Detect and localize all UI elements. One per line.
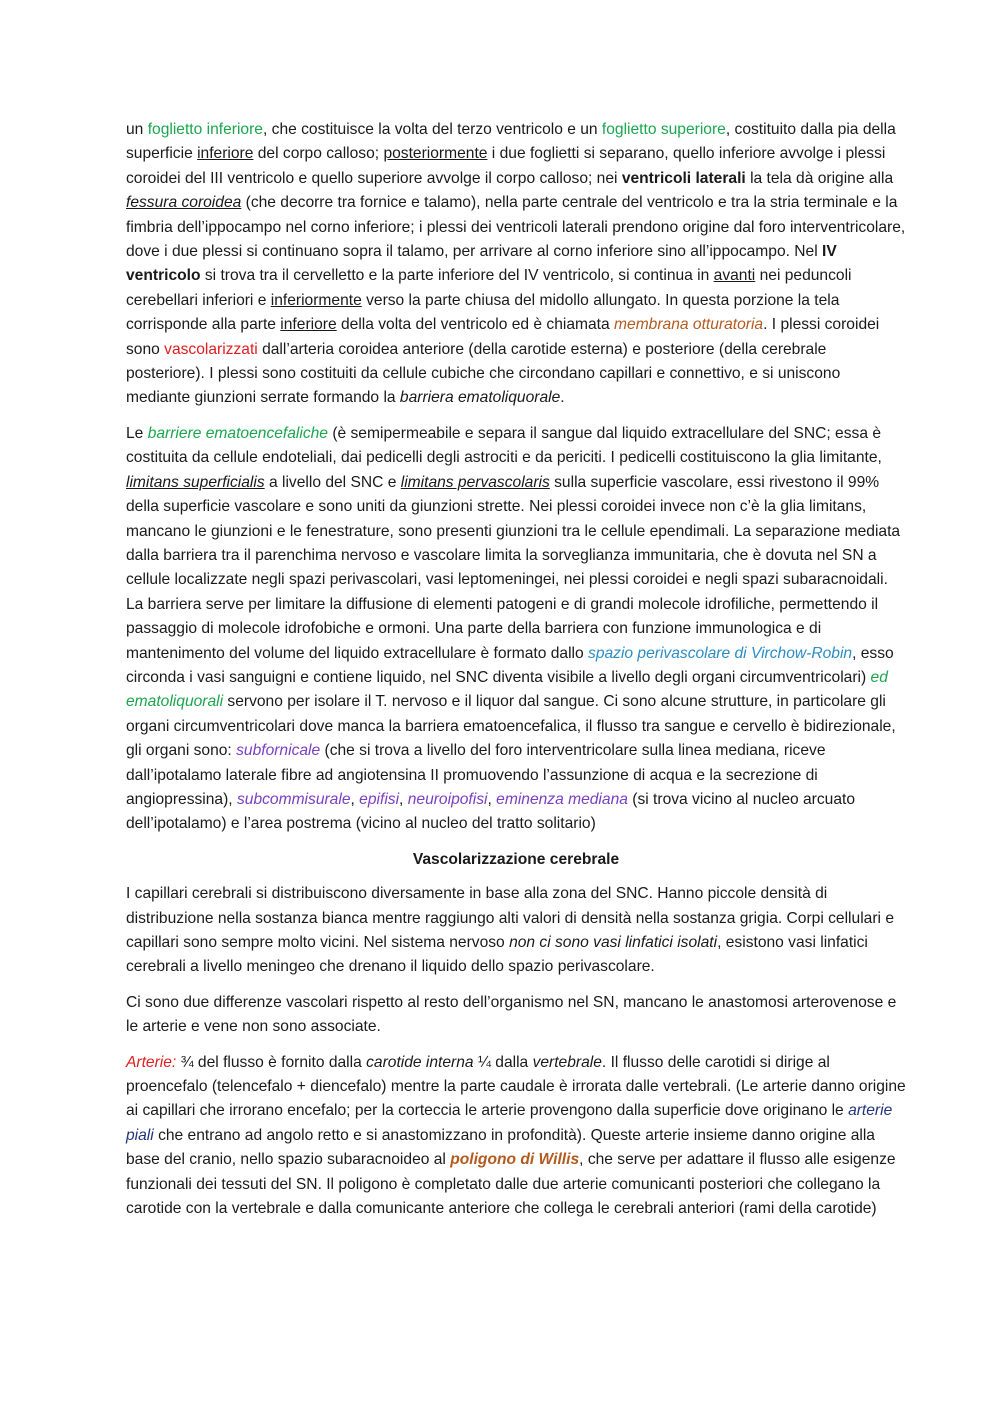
text: (è semipermeabile e separa il sangue dal liquido extracellulare del SNC; essa è costituita da cellule endoteliali, dai pedicelli degli astrociti e da periciti. I pedicelli costituiscono la glia limitante, <box>126 424 882 467</box>
highlight-term: membrana otturatoria <box>614 316 764 334</box>
text: del corpo calloso; <box>253 145 384 163</box>
text: (si trova vicino al nucleo arcuato dell’ipotalamo) e l’area postrema (vicino al nucleo del tratto solitario) <box>126 790 856 833</box>
underlined-term: inferiore <box>197 145 254 163</box>
section-heading: Vascolarizzazione cerebrale <box>412 850 620 868</box>
highlight-term: subfornicale <box>236 742 321 760</box>
underlined-term: inferiormente <box>270 291 362 309</box>
text: . I plessi coroidei sono <box>126 316 880 358</box>
text: dall’arteria coroidea anteriore (della carotide esterna) e posteriore (della cerebrale posteriore). I plessi sono costituiti da cellule cubiche che circondano capillari e connettivo, e si uniscono mediante giunzioni serrate formando la <box>126 340 841 407</box>
paragraph-barriere <box>126 422 906 837</box>
text: verso la parte chiusa del midollo allungato. In questa porzione la tela corrisponde alla parte <box>126 291 840 334</box>
document-page <box>126 118 906 1232</box>
bold-term: ventricoli laterali <box>621 169 746 187</box>
text: sulla superficie vascolare, essi rivestono il 99% della superficie vascolare e sono uniti da giunzioni strette. Nei plessi coroidei invece non c’è la glia limitans, mancano le giunzioni e le fenestrature, sono presenti giunzioni tra le cellule ependimali. La separazione mediata dalla barriera tra il parenchima nervoso e vascolare limita la sorveglianza immunitaria, che è dovuta nel SN a cellule localizzate negli spazi perivascolari, vasi leptomeningei, nei plessi coroidei e negli spazi subaracnoidali. La barriera serve per limitare la diffusione di elementi patogeni e di grandi molecole idrofiliche, permettendo il passaggio di molecole idrofobiche e ormoni. Una parte della barriera con funzione immunologica e di mantenimento del volume del liquido extracellulare è formato dallo <box>126 473 901 662</box>
text: un <box>126 121 148 138</box>
text: Ci sono due differenze vascolari rispetto al resto dell’organismo nel SN, mancano le anastomosi arterovenose e le arterie e vene non sono associate. <box>126 993 897 1036</box>
highlight-term: ed ematoliquorali <box>126 668 888 711</box>
highlight-term: foglietto inferiore <box>147 121 263 138</box>
highlight-term: arterie piali <box>126 1102 893 1144</box>
highlight-term: foglietto superiore <box>601 121 726 138</box>
highlight-term: neuroipofisi <box>407 790 488 808</box>
underlined-term: avanti <box>713 267 756 285</box>
underlined-term: limitans pervascolaris <box>400 473 550 491</box>
text: , <box>399 790 408 808</box>
text: si trova tra il cervelletto e la parte inferiore del IV ventricolo, si continua in <box>200 267 714 285</box>
underlined-term: inferiore <box>280 316 337 334</box>
underlined-term: limitans superficialis <box>126 473 265 491</box>
underlined-term: fessura coroidea <box>126 194 242 212</box>
highlight-term: barriere ematoencefaliche <box>147 424 328 442</box>
text: , che costituisce la volta del terzo ventricolo e un <box>262 121 602 138</box>
text: , <box>350 790 360 808</box>
text: I capillari cerebrali si distribuiscono diversamente in base alla zona del SNC. Hanno piccole densità di distribuzione nella sostanza bianca mentre raggiungo alti valori di densità nella sostanza grigia. Corpi cellulari e capillari sono sempre molto vicini. Nel sistema nervoso <box>126 885 894 951</box>
text: , che serve per adattare il flusso alle esigenze funzionali dei tessuti del SN. Il poligono è completato dalle due arterie comunicanti posteriori che collegano la carotide con la vertebrale e dalla comunicante anteriore che collega le cerebrali anteriori (rami della carotide) <box>126 1151 896 1218</box>
text: che entrano ad angolo retto e si anastomizzano in profondità). Queste arterie insieme danno origine alla base del cranio, nello spazio subaracnoideo al <box>126 1126 875 1169</box>
text: , esso circonda i vasi sanguigni e contiene liquido, nel SNC diventa visibile a livello degli organi circumventricolari) <box>126 644 894 686</box>
text: servono per isolare il T. nervoso e il liquor dal sangue. Ci sono alcune strutture, in particolare gli organi circumventricolari dove manca la barriera ematoencefalica, il flusso tra sangue e cervello è bidirezionale, gli organi sono: <box>126 693 896 760</box>
text: (che decorre tra fornice e talamo), nella parte centrale del ventricolo e tra la stria terminale e la fimbria dell’ippocampo nel corno inferiore; i plessi dei ventricoli laterali prendono origine dal foro interventricolare, dove i due plessi si continuano sopra il talamo, per arrivare al corno inferiore sino all’ippocampo. Nel <box>126 194 906 261</box>
italic-term: non ci sono vasi linfatici isolati <box>509 934 718 951</box>
highlight-term: Arterie: <box>126 1053 177 1071</box>
paragraph-capillari <box>126 882 906 980</box>
text: i due foglietti si separano, quello inferiore avvolge i plessi coroidei del III ventricolo e quello superiore avvolge il corpo calloso; nei <box>126 145 886 187</box>
highlight-term: subcommisurale <box>236 790 351 808</box>
bold-term: IV ventricolo <box>126 243 837 285</box>
text: della volta del ventricolo ed è chiamata <box>336 316 615 334</box>
text: ¼ dalla <box>473 1053 533 1071</box>
text: (che si trova a livello del foro interventricolare sulla linea mediana, riceve dall’ipotalamo laterale fibre ad angiotensina II promuovendo l’assunzione di acqua e la secrezione di angiopressina), <box>126 742 826 808</box>
paragraph-tela-coroidea <box>126 118 906 411</box>
text: ¾ del flusso è fornito dalla <box>176 1053 367 1071</box>
text: nei peduncoli cerebellari inferiori e <box>126 267 852 309</box>
italic-term: vertebrale <box>532 1053 602 1071</box>
text: , <box>487 790 497 808</box>
highlight-term: epifisi <box>359 790 400 808</box>
paragraph-differenze <box>126 991 906 1040</box>
highlight-term: poligono di Willis <box>450 1151 580 1169</box>
highlight-term: spazio perivascolare di Virchow-Robin <box>588 644 853 662</box>
text: , esistono vasi linfatici cerebrali a livello meningeo che drenano il liquido dello spazio perivascolare. <box>126 934 868 976</box>
text: a livello del SNC e <box>264 473 401 491</box>
text: la tela dà origine alla <box>745 169 894 187</box>
text: Le <box>126 424 148 442</box>
text: , costituito dalla pia della superficie <box>126 121 896 163</box>
highlight-term: eminenza mediana <box>496 790 628 808</box>
italic-term: carotide interna <box>366 1053 474 1071</box>
text: . Il flusso delle carotidi si dirige al proencefalo (telencefalo + diencefalo) mentre la parte caudale è irrorata dalle vertebrali. (Le arterie danno origine ai capillari che irrorano encefalo; per la corteccia le arterie provengono dalla superficie dove originano le <box>126 1053 906 1120</box>
highlight-term: vascolarizzati <box>164 340 258 358</box>
underlined-term: posteriormente <box>383 145 488 163</box>
italic-term: barriera ematoliquorale <box>399 389 561 407</box>
paragraph-arterie <box>126 1051 906 1222</box>
text: . <box>560 389 565 407</box>
